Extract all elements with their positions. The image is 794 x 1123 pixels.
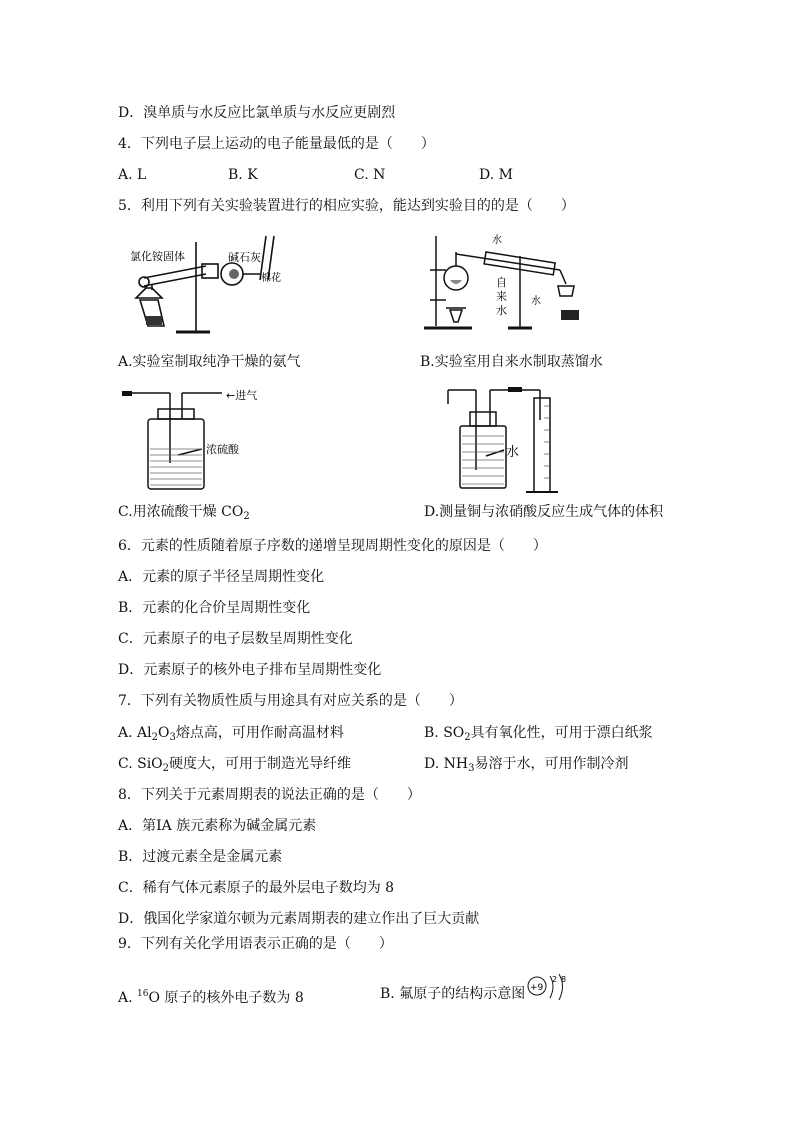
q3-option-d: D．溴单质与水反应比氯单质与水反应更剧烈 bbox=[118, 105, 396, 121]
figure-a-ammonia-apparatus bbox=[118, 228, 281, 343]
fig-a-label-cotton: 棉花 bbox=[261, 273, 281, 284]
q8-option-d: D．俄国化学家道尔顿为元素周期表的建立作出了巨大贡献 bbox=[118, 911, 480, 927]
q9-option-b: B. 氟原子的结构示意图 bbox=[380, 986, 526, 1002]
q4-option-c: C. N bbox=[354, 167, 386, 183]
q7-option-b: B. $SO_2$具有氧化性，可用于漂白纸浆 bbox=[424, 725, 653, 743]
fig-b-label-tap-3: 水 bbox=[496, 304, 507, 317]
figure-d-gas-volume bbox=[444, 384, 564, 496]
q5-stem: 5．利用下列有关实验装置进行的相应实验，能达到实验目的的是（ ） bbox=[118, 198, 575, 214]
fig-a-label-sodalime: 碱石灰 bbox=[228, 251, 261, 264]
q7-stem: 7．下列有关物质性质与用途具有对应关系的是（ ） bbox=[118, 693, 463, 709]
q6-option-b: B．元素的化合价呈周期性变化 bbox=[118, 600, 311, 616]
q8-option-a: A．第ⅠA 族元素称为碱金属元素 bbox=[118, 818, 317, 834]
q8-option-b: B．过渡元素全是金属元素 bbox=[118, 849, 283, 865]
q8-option-c: C．稀有气体元素原子的最外层电子数均为 8 bbox=[118, 880, 395, 896]
q9-option-a: A. $^{16}$O 原子的核外电子数为 8 bbox=[118, 989, 304, 1006]
q5-option-a: A.实验室制取纯净干燥的氨气 bbox=[118, 354, 301, 370]
q7-option-a: A. $Al_2O_3$熔点高，可用作耐高温材料 bbox=[118, 725, 344, 743]
figure-b-distillation-apparatus bbox=[420, 230, 588, 338]
fig-b-label-water-top: 水 bbox=[492, 235, 502, 246]
q5-option-d: D.测量铜与浓硝酸反应生成气体的体积 bbox=[424, 504, 664, 520]
fig-c-label-inlet: ←进气 bbox=[226, 389, 258, 402]
q4-option-d: D. M bbox=[479, 167, 513, 183]
q6-option-c: C．元素原子的电子层数呈周期性变化 bbox=[118, 631, 353, 647]
fig-b-label-tap-2: 来 bbox=[496, 290, 507, 303]
q4-stem: 4．下列电子层上运动的电子能量最低的是（ ） bbox=[118, 136, 435, 152]
q5-option-b: B.实验室用自来水制取蒸馏水 bbox=[420, 354, 603, 370]
fluorine-shell2-label: 8 bbox=[561, 975, 567, 984]
q8-stem: 8．下列关于元素周期表的说法正确的是（ ） bbox=[118, 787, 421, 803]
q7-option-c: C. SiO$_2$硬度大，可用于制造光导纤维 bbox=[118, 756, 352, 774]
fig-b-label-water-mid: 水 bbox=[531, 296, 541, 307]
fig-d-label-water: 水 bbox=[506, 445, 520, 460]
q9-stem: 9．下列有关化学用语表示正确的是（ ） bbox=[118, 936, 393, 952]
fluorine-nucleus-label: +9 bbox=[530, 983, 544, 993]
figure-c-drying-bottle bbox=[118, 383, 268, 495]
fig-b-label-tap-1: 自 bbox=[496, 276, 507, 289]
fig-c-label-acid: 浓硫酸 bbox=[206, 443, 239, 456]
q4-option-a: A. L bbox=[118, 167, 147, 183]
fluorine-shell1-label: 2 bbox=[552, 975, 558, 984]
q6-stem: 6．元素的性质随着原子序数的递增呈现周期性变化的原因是（ ） bbox=[118, 538, 547, 554]
fig-a-label-nh4cl: 氯化铵固体 bbox=[130, 250, 185, 263]
q6-option-d: D．元素原子的核外电子排布呈周期性变化 bbox=[118, 662, 382, 678]
q4-option-b: B. K bbox=[228, 167, 258, 183]
q7-option-d: D. $NH_3$易溶于水，可用作制冷剂 bbox=[424, 756, 629, 774]
q5-option-c: C.用浓硫酸干燥 $CO_2$ bbox=[118, 504, 250, 522]
q6-option-a: A．元素的原子半径呈周期性变化 bbox=[118, 569, 325, 585]
fluorine-structure-diagram bbox=[526, 972, 576, 1006]
